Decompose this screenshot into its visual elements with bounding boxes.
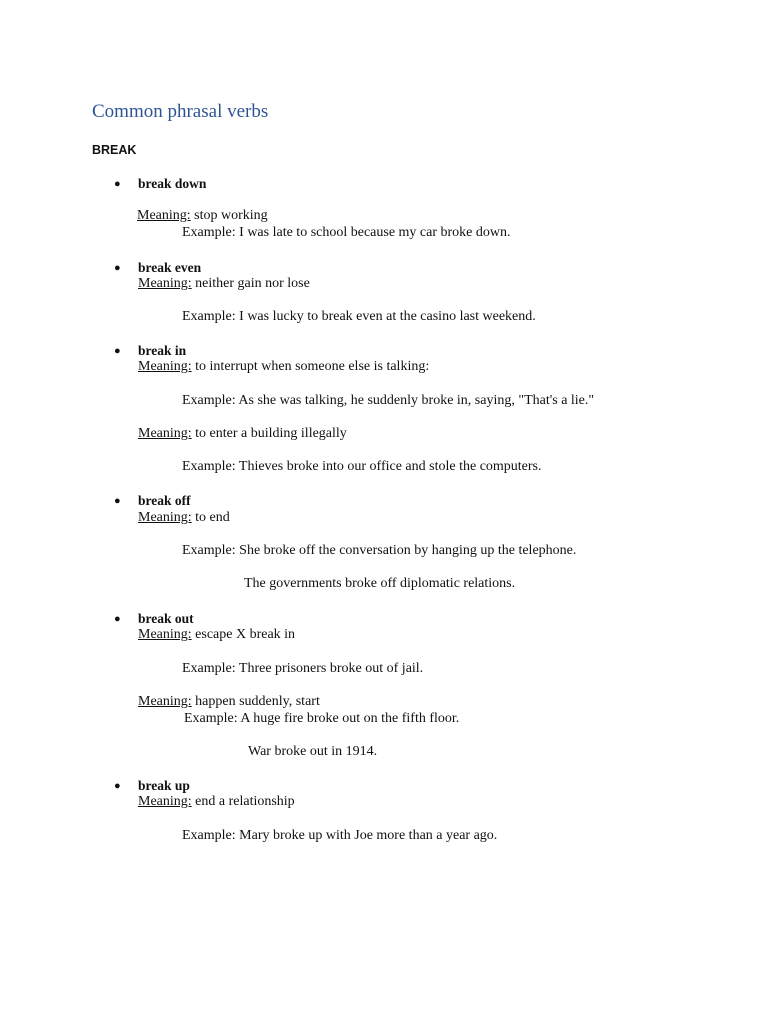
bullet-icon: ●	[114, 780, 121, 792]
example-line	[184, 710, 459, 727]
example-label: Example:	[182, 459, 236, 474]
meaning-text: end a relationship	[195, 794, 295, 809]
bullet-icon: ●	[114, 262, 121, 274]
example-text: Thieves broke into our office and stole the computers.	[238, 459, 542, 474]
meaning-text: escape X break in	[195, 627, 296, 642]
meaning-label: Meaning:	[137, 208, 191, 223]
meaning-label: Meaning:	[138, 359, 192, 374]
entry-term: break up	[138, 778, 190, 793]
meaning-label: Meaning:	[138, 794, 192, 809]
meaning-text: neither gain nor lose	[195, 276, 310, 291]
meaning-line	[138, 793, 295, 810]
meaning-line	[138, 358, 429, 375]
example-line	[182, 224, 511, 241]
example-line	[182, 392, 594, 409]
example-text: I was late to school because my car broke down.	[239, 225, 511, 240]
entry-term: break even	[138, 260, 202, 275]
meaning-label: Meaning:	[138, 426, 192, 441]
example-line	[182, 660, 423, 677]
meaning-label: Meaning:	[138, 276, 192, 291]
example-line	[182, 308, 536, 325]
meaning-line	[138, 509, 230, 526]
page-title: Common phrasal verbs	[92, 101, 269, 122]
example-label: Example:	[182, 828, 236, 843]
bullet-icon: ●	[114, 178, 121, 190]
example-text: Three prisoners broke out of jail.	[238, 661, 424, 676]
meaning-line	[138, 693, 320, 710]
example-text: As she was talking, he suddenly broke in, saying, "That's a lie."	[238, 393, 595, 408]
meaning-text: happen suddenly, start	[195, 694, 320, 709]
example-label: Example:	[182, 661, 236, 676]
bullet-icon: ●	[114, 345, 121, 357]
meaning-label: Meaning:	[138, 627, 192, 642]
entry-term: break down	[138, 176, 207, 191]
meaning-label: Meaning:	[138, 510, 192, 525]
example-text: Mary broke up with Joe more than a year ago.	[239, 828, 498, 843]
meaning-text: to interrupt when someone else is talking:	[195, 359, 430, 374]
example-text: I was lucky to break even at the casino last weekend.	[239, 309, 536, 324]
example-label: Example:	[184, 711, 238, 726]
entry-term: break off	[138, 493, 191, 508]
example-line	[182, 458, 542, 475]
bullet-icon: ●	[114, 613, 121, 625]
meaning-text: to end	[195, 510, 230, 525]
example-line	[182, 542, 576, 559]
example-label: Example:	[182, 225, 236, 240]
meaning-text: to enter a building illegally	[195, 426, 347, 441]
meaning-line	[137, 207, 268, 224]
example-label: Example:	[182, 393, 236, 408]
meaning-text: stop working	[194, 208, 268, 223]
section-heading-break: BREAK	[92, 143, 137, 157]
meaning-line	[138, 626, 295, 643]
entry-term: break out	[138, 611, 194, 626]
example-text: A huge fire broke out on the fifth floor.	[240, 711, 460, 726]
entry-term: break in	[138, 343, 187, 358]
meaning-line	[138, 275, 310, 292]
example-text: She broke off the conversation by hanging up the telephone.	[239, 543, 577, 558]
example-label: Example:	[182, 309, 236, 324]
example-line	[182, 827, 497, 844]
example-label: Example:	[182, 543, 236, 558]
bullet-icon: ●	[114, 495, 121, 507]
meaning-label: Meaning:	[138, 694, 192, 709]
example-continuation: War broke out in 1914.	[248, 744, 378, 759]
example-continuation: The governments broke off diplomatic relations.	[244, 576, 516, 591]
meaning-line	[138, 425, 347, 442]
